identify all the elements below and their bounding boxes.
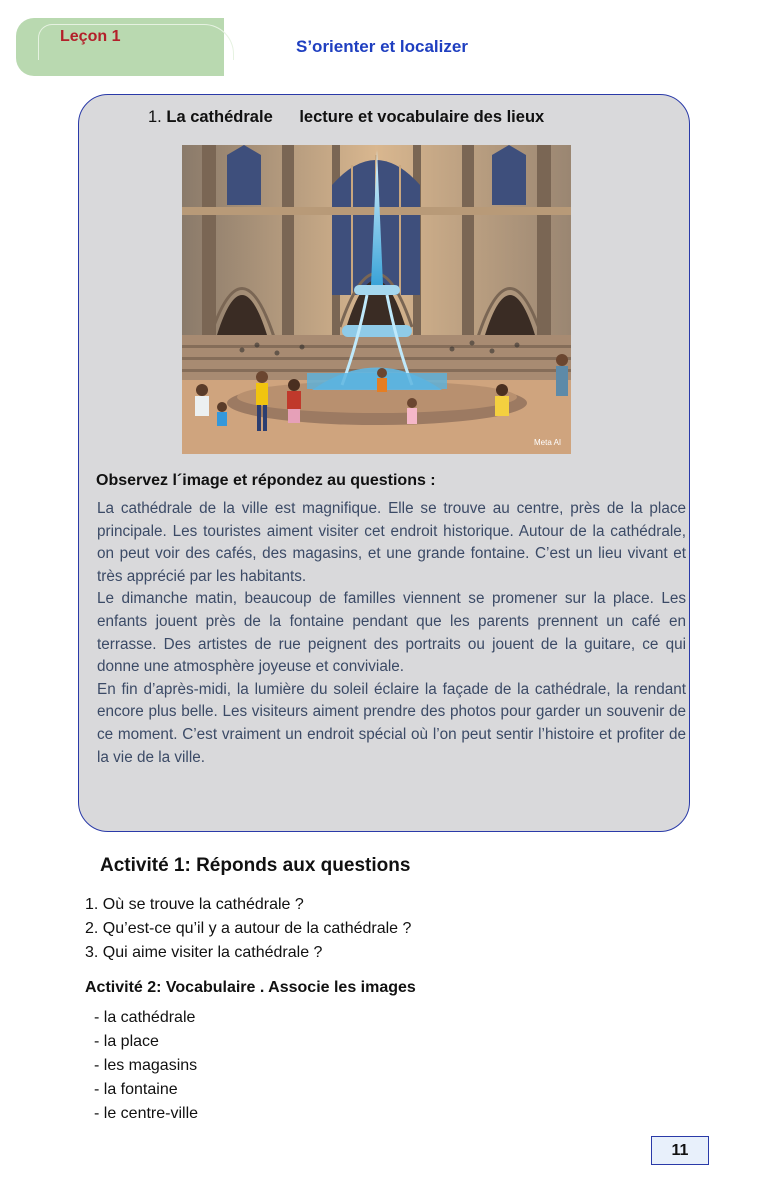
vocabulary-list [94, 1006, 198, 1126]
lesson-label: Leçon 1 [60, 28, 121, 45]
vocabulary-item: - la cathédrale [94, 1009, 196, 1026]
section-number: 1. [148, 108, 162, 126]
question-list [85, 893, 411, 965]
lesson-title: S’orienter et localizer [296, 37, 468, 56]
reading-paragraph: La cathédrale de la ville est magnifique. Elle se trouve au centre, près de la place principale. Les touristes aiment visiter cet endroit historique. Autour de la cathédrale, on peut voir des cafés, des magasins, et une grande fontaine. C’est un lieu vivant et très apprécié par les habitants. [97, 500, 686, 585]
vocabulary-item: - la place [94, 1033, 159, 1050]
question-item: 1. Où se trouve la cathédrale ? [85, 896, 304, 913]
vocabulary-item: - la fontaine [94, 1081, 178, 1098]
section-subtitle: lecture et vocabulaire des lieux [299, 108, 545, 126]
section-heading [148, 108, 544, 127]
image-watermark: Meta AI [534, 438, 562, 447]
reading-paragraph: Le dimanche matin, beaucoup de familles viennent se promener sur la place. Les enfants jouent près de la fontaine pendant que les parents prennent un café en terrasse. Des artistes de rue peignent des portraits ou jouent de la guitare, ce qui donne une atmosphère joyeuse et conviviale. [97, 590, 686, 676]
vocabulary-item: - les magasins [94, 1057, 198, 1074]
reading-text [97, 498, 686, 769]
lesson-tab [16, 18, 224, 76]
observation-prompt: Observez l´image et répondez au questions : [96, 472, 436, 489]
question-item: 3. Qui aime visiter la cathédrale ? [85, 944, 323, 961]
reading-paragraph: En fin d’après-midi, la lumière du soleil éclaire la façade de la cathédrale, la rendant encore plus belle. Les visiteurs aiment prendre des photos pour garder un souvenir de ce moment. C’est vraiment un endroit spécial où l’on peut sentir l’histoire et profiter de la vie de la ville. [97, 680, 686, 766]
cathedral-photo [182, 145, 571, 454]
activity1-heading: Activité 1: Réponds aux questions [100, 855, 411, 876]
page-number: 11 [651, 1136, 709, 1165]
question-item: 2. Qu’est-ce qu’il y a autour de la cathédrale ? [85, 920, 412, 937]
activity2-heading: Activité 2: Vocabulaire . Associe les images [85, 979, 416, 996]
vocabulary-item: - le centre-ville [94, 1105, 199, 1122]
section-title: La cathédrale [166, 108, 273, 126]
